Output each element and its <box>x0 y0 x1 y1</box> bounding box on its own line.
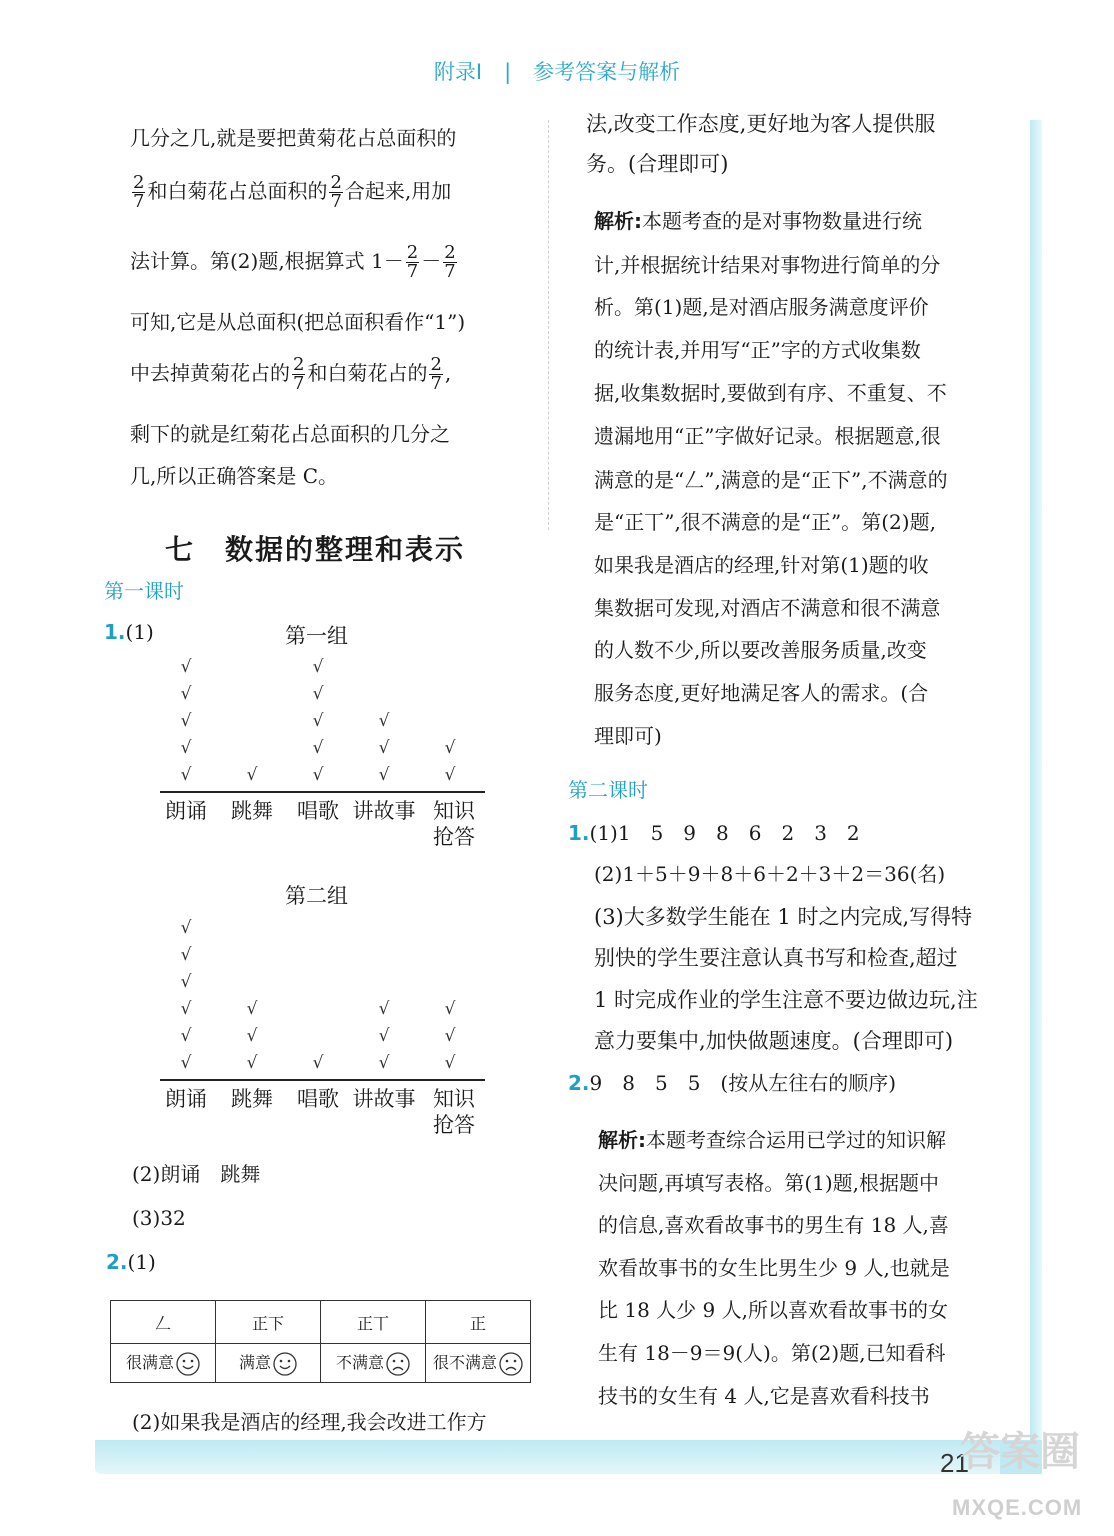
category-label: 讲故事 <box>352 799 416 823</box>
tally-check-mark: √ <box>180 1026 192 1046</box>
category-label: 抢答 <box>433 1113 475 1137</box>
satisfaction-tally-table <box>110 1300 531 1383</box>
text-line: (3)大多数学生能在 1 时之内完成,写得特 <box>594 905 973 929</box>
section-title: 七 数据的整理和表示 <box>165 533 466 566</box>
text-line: 生有 18－9＝9(人)。第(2)题,已知看科 <box>598 1341 946 1365</box>
text-line: 集数据可发现,对酒店不满意和很不满意 <box>594 596 941 620</box>
tally-check-mark: √ <box>246 765 258 785</box>
tally-chart-svg <box>160 900 490 1150</box>
tally-check-mark: √ <box>378 999 390 1019</box>
text-line: 是“正丅”,很不满意的是“正”。第(2)题, <box>594 510 936 534</box>
text-line: 满意的是“𠃋”,满意的是“正下”,不满意的 <box>594 468 948 492</box>
category-label: 讲故事 <box>352 1087 416 1111</box>
category-label: 知识 <box>433 799 475 823</box>
tally-check-mark: √ <box>246 1026 258 1046</box>
tally-chart-svg <box>160 640 490 860</box>
analysis-label: 解析: <box>598 1128 646 1152</box>
margin-band-bottom <box>95 1440 1030 1474</box>
tally-check-mark: √ <box>312 765 324 785</box>
category-label: 朗诵 <box>165 799 207 823</box>
text-line: 法计算。第(2)题,根据算式 1－ $\frac{2}{7}$ － $\frac{2}{7}$ <box>130 242 456 282</box>
tally-check-mark: √ <box>180 765 192 785</box>
category-label: 抢答 <box>433 825 475 849</box>
text-line: 理即可) <box>594 724 662 748</box>
tally-check-mark: √ <box>180 1053 192 1073</box>
page-number: 21 <box>940 1448 969 1478</box>
fraction: $\frac{2}{7}$ <box>406 242 419 282</box>
tally-check-mark: √ <box>444 1026 456 1046</box>
smiley-face-icon <box>176 1352 200 1376</box>
tally-check-mark: √ <box>444 1053 456 1073</box>
label-cell: 很满意 <box>111 1344 216 1383</box>
text-line: 遗漏地用“正”字做好记录。根据题意,很 <box>594 424 941 448</box>
margin-band-right <box>1030 120 1042 1450</box>
text-line: 据,收集数据时,要做到有序、不重复、不 <box>594 381 947 405</box>
answer-line: (3)32 <box>132 1206 186 1230</box>
tally-check-mark: √ <box>378 738 390 758</box>
tally-check-mark: √ <box>312 711 324 731</box>
text-line: 析。第(1)题,是对酒店服务满意度评价 <box>594 295 929 319</box>
smiley-face-icon <box>273 1352 297 1376</box>
text-line: 欢看故事书的女生比男生少 9 人,也就是 <box>598 1256 950 1280</box>
text-line: 技书的女生有 4 人,它是喜欢看科技书 <box>598 1384 930 1408</box>
tally-check-mark: √ <box>180 711 192 731</box>
column-divider <box>548 120 549 530</box>
text-line: 别快的学生要注意认真书写和检查,超过 <box>594 946 958 970</box>
fraction: $\frac{2}{7}$ <box>430 354 442 394</box>
text-line: 1 时完成作业的学生注意不要边做边玩,注 <box>594 988 978 1012</box>
label-cell: 满意 <box>216 1344 321 1383</box>
text-line: 决问题,再填写表格。第(1)题,根据题中 <box>598 1171 940 1195</box>
header-title: 参考答案与解析 <box>533 60 681 84</box>
tally-check-mark: √ <box>378 765 390 785</box>
question-number: 1. <box>104 620 126 644</box>
question-part: (1) <box>125 620 154 644</box>
category-label: 知识 <box>433 1087 475 1111</box>
tally-check-mark: √ <box>378 1026 390 1046</box>
chart-title-group-1: 第一组 <box>285 624 348 648</box>
text-line: 中去掉黄菊花占的 $\frac{2}{7}$ 和白菊花占的 $\frac{2}{7}$ , <box>130 354 452 394</box>
text-line: 的人数不少,所以要改善服务质量,改变 <box>594 638 927 662</box>
answer-line: (2)如果我是酒店的经理,我会改进工作方 <box>132 1410 487 1434</box>
text-line: 几,所以正确答案是 C。 <box>130 464 339 488</box>
category-label: 唱歌 <box>297 799 339 823</box>
tally-cell: 正丅 <box>321 1301 426 1344</box>
tally-check-mark: √ <box>180 738 192 758</box>
tally-check-mark: √ <box>180 918 192 938</box>
text-line: 服务态度,更好地满足客人的需求。(合 <box>594 681 929 705</box>
fraction: $\frac{2}{7}$ <box>293 354 305 394</box>
fraction: $\frac{2}{7}$ <box>133 172 145 212</box>
question-number: 2. <box>106 1250 128 1274</box>
text-line: 的统计表,并用写“正”字的方式收集数 <box>594 338 921 362</box>
text-line: 几分之几,就是要把黄菊花占总面积的 <box>130 126 457 150</box>
tally-chart-group-2 <box>160 900 490 1150</box>
text-line: 解析:本题考查综合运用已学过的知识解 <box>598 1128 946 1152</box>
fraction: $\frac{2}{7}$ <box>444 242 456 282</box>
page-header: 附录Ⅰ | 参考答案与解析 <box>433 60 681 84</box>
text-line: 法,改变工作态度,更好地为客人提供服 <box>586 112 936 136</box>
label-cell: 不满意 <box>321 1344 426 1383</box>
tally-cell: 正下 <box>216 1301 321 1344</box>
text-line: (2)1＋5＋9＋8＋6＋2＋3＋2＝36(名) <box>594 862 946 886</box>
text-line: 比 18 人少 9 人,所以喜欢看故事书的女 <box>598 1298 948 1322</box>
text-line: 如果我是酒店的经理,针对第(1)题的收 <box>594 553 929 577</box>
tally-check-mark: √ <box>378 711 390 731</box>
chart-title-group-2: 第二组 <box>285 884 348 908</box>
text-line: 可知,它是从总面积(把总面积看作“1”) <box>130 310 466 334</box>
tally-check-mark: √ <box>312 684 324 704</box>
tally-check-mark: √ <box>378 1053 390 1073</box>
text-line: 2.9 8 5 5 (按从左往右的顺序) <box>568 1071 897 1095</box>
header-appendix: 附录Ⅰ <box>433 60 483 84</box>
question-number: 2. <box>568 1071 590 1095</box>
frown-face-icon <box>499 1352 523 1376</box>
fraction: $\frac{2}{7}$ <box>330 172 342 212</box>
tally-check-mark: √ <box>180 999 192 1019</box>
text-line: 务。(合理即可) <box>586 152 729 176</box>
text-line: 的信息,喜欢看故事书的男生有 18 人,喜 <box>598 1213 949 1237</box>
tally-chart-group-1 <box>160 640 490 860</box>
watermark-url: MXQE.COM <box>952 1495 1083 1520</box>
lesson-heading-2: 第二课时 <box>568 778 648 802</box>
tally-check-mark: √ <box>246 1053 258 1073</box>
analysis-label: 解析: <box>594 209 642 233</box>
text-line: 1.(1)1 5 9 8 6 2 3 2 <box>568 821 860 845</box>
text-line: 意力要集中,加快做题速度。(合理即可) <box>594 1029 954 1053</box>
tally-check-mark: √ <box>180 945 192 965</box>
label-cell: 很不满意 <box>426 1344 531 1383</box>
category-label: 跳舞 <box>231 1087 273 1111</box>
text-line: 剩下的就是红菊花占总面积的几分之 <box>130 422 450 446</box>
tally-cell: 正 <box>426 1301 531 1344</box>
tally-cell: 𠃋 <box>111 1301 216 1344</box>
tally-check-mark: √ <box>444 999 456 1019</box>
watermark-logo: 答案圈 <box>960 1430 1080 1474</box>
lesson-heading-1: 第一课时 <box>104 579 184 603</box>
text-line: $\frac{2}{7}$ 和白菊花占总面积的 $\frac{2}{7}$ 合起来,用加 <box>133 172 452 212</box>
tally-check-mark: √ <box>312 738 324 758</box>
text-line: 解析:本题考查的是对事物数量进行统 <box>594 209 922 233</box>
table-row <box>111 1344 531 1383</box>
tally-check-mark: √ <box>180 972 192 992</box>
question-number: 1. <box>568 821 590 845</box>
answer-line: (2)朗诵 跳舞 <box>132 1162 261 1186</box>
text-line: 计,并根据统计结果对事物进行简单的分 <box>594 253 941 277</box>
tally-check-mark: √ <box>180 657 192 677</box>
tally-check-mark: √ <box>246 999 258 1019</box>
tally-check-mark: √ <box>444 738 456 758</box>
category-label: 朗诵 <box>165 1087 207 1111</box>
tally-check-mark: √ <box>444 765 456 785</box>
category-label: 唱歌 <box>297 1087 339 1111</box>
tally-check-mark: √ <box>312 1053 324 1073</box>
question-part: (1) <box>127 1250 156 1274</box>
category-label: 跳舞 <box>231 799 273 823</box>
frown-face-icon <box>386 1352 410 1376</box>
tally-check-mark: √ <box>180 684 192 704</box>
table-row <box>111 1301 531 1344</box>
tally-check-mark: √ <box>312 657 324 677</box>
